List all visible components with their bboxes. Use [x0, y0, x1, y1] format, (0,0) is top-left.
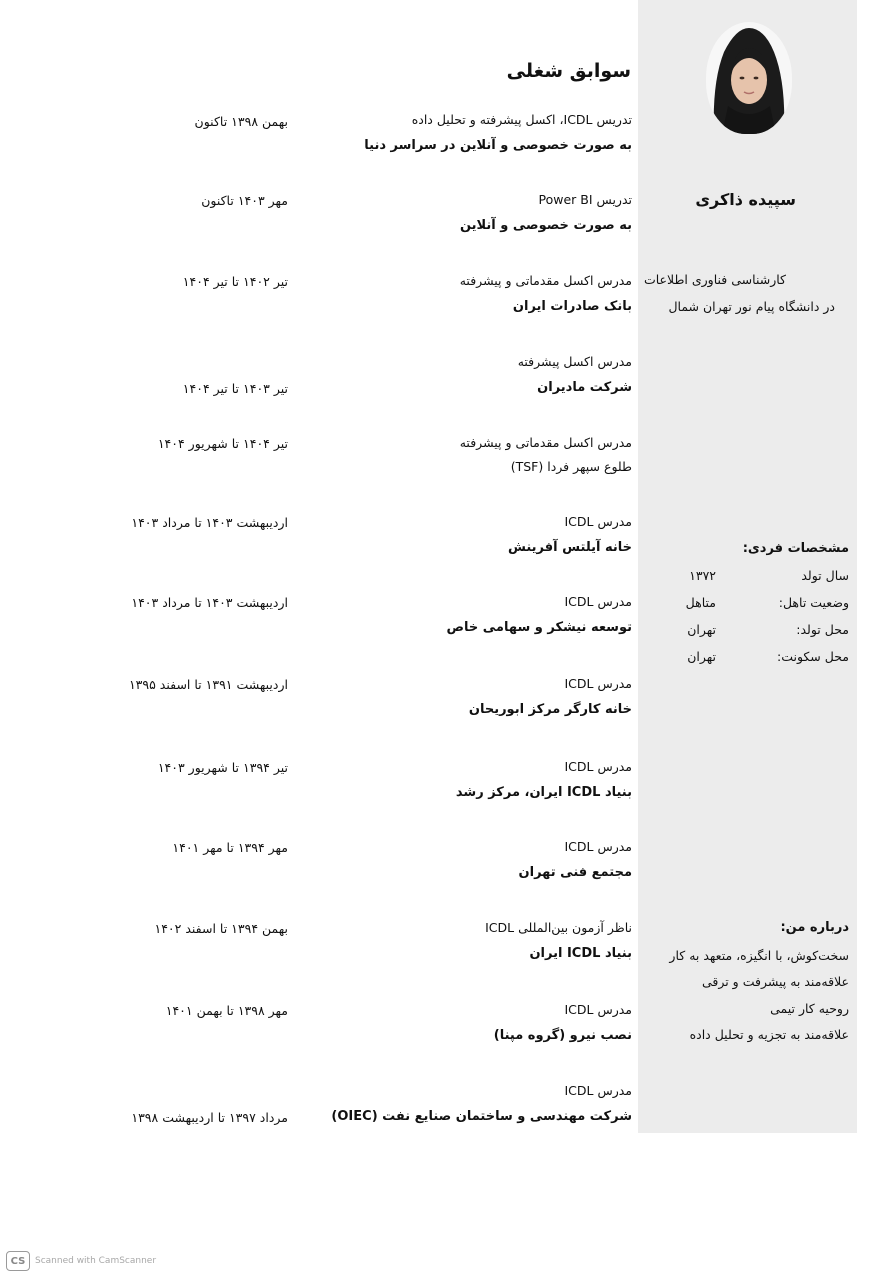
job-role: مدرس ICDL	[564, 514, 632, 529]
job-date: تیر ۱۴۰۴ تا شهریور ۱۴۰۴	[157, 436, 288, 451]
job-entry	[300, 269, 632, 321]
personal-info-heading: مشخصات فردی:	[742, 541, 849, 556]
job-role: مدرس ICDL	[564, 594, 632, 609]
job-role: مدرس اکسل مقدماتی و پیشرفته	[459, 435, 632, 450]
personal-label-birthplace: محل تولد:	[796, 622, 849, 637]
job-date: مهر ۱۳۹۴ تا مهر ۱۴۰۱	[172, 840, 288, 855]
job-organization: طلوع سپهر فردا (TSF)	[510, 459, 632, 474]
personal-label-marital: وضعیت تاهل:	[778, 595, 849, 610]
job-organization: به صورت خصوصی و آنلاین	[459, 218, 632, 233]
education-university: در دانشگاه پیام نور تهران شمال	[668, 299, 835, 314]
job-date: مرداد ۱۳۹۷ تا اردیبهشت ۱۳۹۸	[131, 1110, 288, 1125]
job-organization: بنیاد ICDL ایران، مرکز رشد	[455, 785, 632, 800]
job-organization: بنیاد ICDL ایران	[529, 946, 632, 961]
job-role: تدریس ICDL، اکسل پیشرفته و تحلیل داده	[411, 112, 632, 127]
job-organization: شرکت مهندسی و ساختمان صنایع نفت (OIEC)	[331, 1109, 632, 1124]
job-entry	[300, 835, 632, 887]
job-organization: توسعه نیشکر و سهامی خاص	[446, 620, 632, 635]
job-entry	[300, 755, 632, 807]
job-date: تیر ۱۴۰۲ تا تیر ۱۴۰۴	[182, 274, 288, 289]
job-date: اردیبهشت ۱۴۰۳ تا مرداد ۱۴۰۳	[131, 515, 288, 530]
camscanner-logo-icon: CS	[6, 1251, 30, 1271]
job-date: مهر ۱۳۹۸ تا بهمن ۱۴۰۱	[165, 1003, 288, 1018]
about-line: علاقه‌مند به پیشرفت و ترقی	[701, 974, 849, 989]
education-degree: کارشناسی فناوری اطلاعات	[643, 272, 786, 287]
job-entry	[300, 510, 632, 562]
person-name: سپیده ذاکری	[695, 190, 796, 209]
job-entry	[300, 672, 632, 724]
job-organization: خانه آیلتس آفرینش	[507, 540, 632, 555]
profile-photo	[706, 22, 792, 134]
job-organization: مجتمع فنی تهران	[518, 865, 632, 880]
personal-value-birth-year: ۱۳۷۲	[689, 568, 716, 583]
scanner-watermark	[6, 1251, 156, 1271]
job-date: بهمن ۱۳۹۸ تاکنون	[194, 114, 288, 129]
about-line: روحیه کار تیمی	[770, 1001, 849, 1016]
job-entry	[300, 590, 632, 642]
job-date: مهر ۱۴۰۳ تاکنون	[201, 193, 288, 208]
job-date: تیر ۱۴۰۳ تا تیر ۱۴۰۴	[182, 381, 288, 396]
personal-label-residence: محل سکونت:	[776, 649, 849, 664]
job-date: اردیبهشت ۱۴۰۳ تا مرداد ۱۴۰۳	[131, 595, 288, 610]
job-date: بهمن ۱۳۹۴ تا اسفند ۱۴۰۲	[154, 921, 288, 936]
job-entry	[300, 998, 632, 1050]
about-line: علاقه‌مند به تجزیه و تحلیل داده	[689, 1027, 849, 1042]
about-heading: درباره من:	[780, 920, 849, 935]
personal-value-birthplace: تهران	[687, 622, 716, 637]
job-organization: نصب نیرو (گروه مپنا)	[493, 1028, 632, 1043]
job-entry	[300, 1079, 632, 1131]
job-organization: بانک صادرات ایران	[512, 299, 632, 314]
job-date: تیر ۱۳۹۴ تا شهریور ۱۴۰۳	[157, 760, 288, 775]
job-role: تدریس Power BI	[538, 192, 632, 207]
job-role: مدرس ICDL	[564, 1002, 632, 1017]
job-role: مدرس ICDL	[564, 839, 632, 854]
job-entry	[300, 350, 632, 402]
job-organization: خانه کارگر مرکز ابوریحان	[468, 702, 632, 717]
job-role: مدرس ICDL	[564, 1083, 632, 1098]
profile-sidebar	[638, 0, 857, 1133]
watermark-text: Scanned with CamScanner	[35, 1256, 157, 1266]
job-entry	[300, 431, 632, 479]
job-organization: به صورت خصوصی و آنلاین در سراسر دنیا	[364, 138, 632, 153]
job-date: اردیبهشت ۱۳۹۱ تا اسفند ۱۳۹۵	[128, 677, 288, 692]
job-entry	[300, 916, 632, 968]
personal-value-marital: متاهل	[685, 595, 716, 610]
job-role: مدرس ICDL	[564, 759, 632, 774]
job-entry	[300, 108, 632, 160]
job-role: مدرس اکسل مقدماتی و پیشرفته	[459, 273, 632, 288]
job-role: مدرس ICDL	[564, 676, 632, 691]
job-role: مدرس اکسل پیشرفته	[517, 354, 632, 369]
personal-label-birth-year: سال تولد	[801, 568, 849, 583]
job-organization: شرکت مادیران	[537, 380, 632, 395]
about-line: سخت‌کوش، با انگیزه، متعهد به کار	[669, 948, 849, 963]
personal-value-residence: تهران	[687, 649, 716, 664]
experience-title: سوابق شغلی	[506, 60, 631, 82]
job-entry	[300, 188, 632, 240]
job-role: ناظر آزمون بین‌المللی ICDL	[485, 920, 632, 935]
